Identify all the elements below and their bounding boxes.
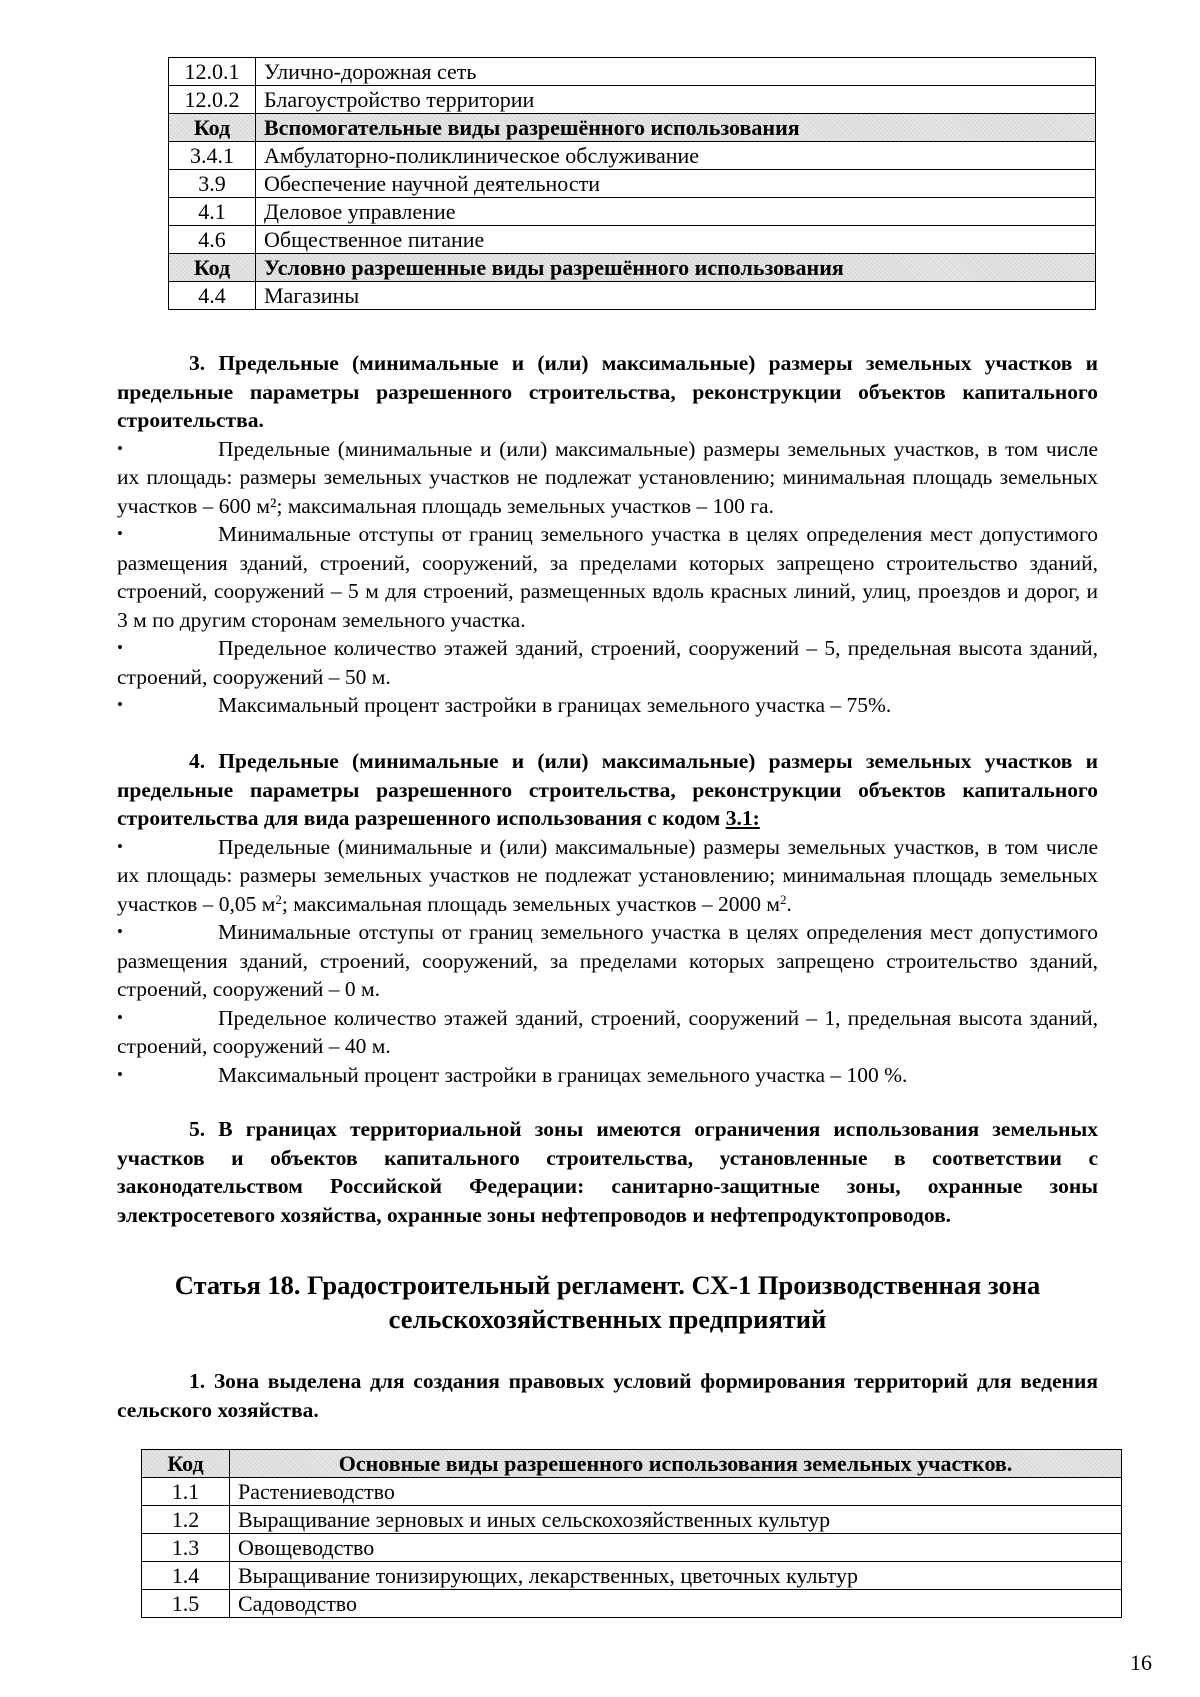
use-type-cell: Благоустройство территории bbox=[256, 86, 1096, 114]
basic-land-use-table bbox=[141, 1449, 1122, 1618]
section-header-cell: Условно разрешенные виды разрешённого использования bbox=[256, 254, 1096, 282]
section-3 bbox=[117, 349, 1098, 720]
code-cell: 3.9 bbox=[169, 170, 256, 198]
table-row bbox=[142, 1478, 1122, 1506]
use-type-cell: Растениеводство bbox=[230, 1478, 1122, 1506]
table-row bbox=[169, 58, 1096, 86]
use-type-cell: Выращивание тонизирующих, лекарственных, цветочных культур bbox=[230, 1562, 1122, 1590]
code-cell: 4.1 bbox=[169, 198, 256, 226]
list-item-text: Предельные (минимальные и (или) максимальные) размеры земельных участков, в том числе их площадь: размеры земельных участков не подлежат установлению; минимальная площадь земельных участков – 0,05 м bbox=[117, 834, 1098, 916]
code-cell: 1.5 bbox=[142, 1590, 230, 1618]
code-cell: 3.4.1 bbox=[169, 142, 256, 170]
list-item-text: Минимальные отступы от границ земельного участка в целях определения мест допустимого размещения зданий, строений, сооружений, за пределами которых запрещено строительство зданий, строений, сооружений – 5 м для строений, размещенных вдоль красных линий, улиц, проездов и дорог, и 3 м по другим сторонам земельного участка. bbox=[117, 522, 1098, 632]
list-item bbox=[117, 520, 1098, 634]
list-item-text: Минимальные отступы от границ земельного участка в целях определения мест допустимого размещения зданий, строений, сооружений, за пределами которых запрещено строительство зданий, строений, сооружений – 0 м. bbox=[117, 920, 1098, 1001]
list-item-text: Максимальный процент застройки в границах земельного участка – 75%. bbox=[218, 693, 892, 717]
list-item bbox=[117, 634, 1098, 691]
bullet-icon: • bbox=[117, 836, 123, 856]
zone-code-link: 3.1: bbox=[725, 806, 760, 830]
article-title-line: сельскохозяйственных предприятий bbox=[388, 1304, 827, 1334]
table-row bbox=[142, 1590, 1122, 1618]
code-cell: 12.0.1 bbox=[169, 58, 256, 86]
zone-purpose-text: 1. Зона выделена для создания правовых условий формирования территорий для ведения сельского хозяйства. bbox=[117, 1369, 1098, 1422]
bullet-icon: • bbox=[117, 695, 123, 714]
section-4-heading bbox=[117, 747, 1098, 833]
list-item bbox=[117, 918, 1098, 1004]
use-type-cell: Овощеводство bbox=[230, 1534, 1122, 1562]
table-row bbox=[142, 1562, 1122, 1590]
bullet-icon: • bbox=[117, 1064, 123, 1084]
code-cell: 4.4 bbox=[169, 282, 256, 310]
list-item-text: Максимальный процент застройки в границах земельного участка – 100 %. bbox=[218, 1062, 908, 1087]
list-item bbox=[117, 833, 1098, 919]
table-row bbox=[142, 1534, 1122, 1562]
table-header-row bbox=[142, 1450, 1122, 1478]
list-item bbox=[117, 1004, 1098, 1061]
article-title-line: Статья 18. Градостроительный регламент. СХ-1 Производственная зона bbox=[174, 1270, 1041, 1300]
code-header-cell: Код bbox=[169, 254, 256, 282]
use-type-cell: Улично-дорожная сеть bbox=[256, 58, 1096, 86]
use-type-cell: Обеспечение научной деятельности bbox=[256, 170, 1096, 198]
list-item-text: Предельное количество этажей зданий, строений, сооружений – 5, предельная высота зданий, строений, сооружений – 50 м. bbox=[117, 636, 1098, 689]
superscript: 2 bbox=[275, 891, 282, 907]
section-4 bbox=[117, 747, 1098, 1089]
bullet-icon: • bbox=[117, 1007, 123, 1027]
use-type-cell: Выращивание зерновых и иных сельскохозяйственных культур bbox=[230, 1506, 1122, 1534]
section-header-cell: Вспомогательные виды разрешённого использования bbox=[256, 114, 1096, 142]
list-item bbox=[117, 1061, 1098, 1090]
code-cell: 1.4 bbox=[142, 1562, 230, 1590]
table-row bbox=[169, 86, 1096, 114]
page-number: 16 bbox=[1130, 1650, 1152, 1675]
use-type-cell: Магазины bbox=[256, 282, 1096, 310]
list-item bbox=[117, 691, 1098, 720]
table-row bbox=[169, 170, 1096, 198]
table-header-row bbox=[169, 254, 1096, 282]
section-header-cell: Основные виды разрешенного использования земельных участков. bbox=[230, 1450, 1122, 1478]
use-type-cell: Деловое управление bbox=[256, 198, 1096, 226]
bullet-icon: • bbox=[117, 438, 123, 458]
list-item-text: . bbox=[786, 891, 792, 916]
list-item-text: ; максимальная площадь земельных участков – 2000 м bbox=[281, 891, 781, 916]
use-type-cell: Общественное питание bbox=[256, 226, 1096, 254]
use-type-cell: Садоводство bbox=[230, 1590, 1122, 1618]
article-title bbox=[117, 1268, 1098, 1336]
code-header-cell: Код bbox=[142, 1450, 230, 1478]
table-row bbox=[142, 1506, 1122, 1534]
code-cell: 12.0.2 bbox=[169, 86, 256, 114]
section-4-heading-text: 4. Предельные (минимальные и (или) максимальные) размеры земельных участков и предельные параметры разрешенного строительства, реконструкции объектов капитального строительства для вида разрешенного использования с кодом bbox=[117, 749, 1098, 830]
bullet-icon: • bbox=[117, 638, 123, 657]
land-use-table-continued bbox=[168, 57, 1096, 310]
list-item-text: Предельное количество этажей зданий, строений, сооружений – 1, предельная высота зданий, строений, сооружений – 40 м. bbox=[117, 1005, 1098, 1058]
table-row bbox=[169, 198, 1096, 226]
article-paragraph bbox=[117, 1367, 1098, 1424]
table-row bbox=[169, 282, 1096, 310]
list-item bbox=[117, 435, 1098, 521]
code-cell: 1.1 bbox=[142, 1478, 230, 1506]
section-3-heading: 3. Предельные (минимальные и (или) максимальные) размеры земельных участков и предельные параметры разрешенного строительства, реконструкции объектов капитального строительства. bbox=[117, 351, 1098, 432]
use-type-cell: Амбулаторно-поликлиническое обслуживание bbox=[256, 142, 1096, 170]
section-5-text: 5. В границах территориальной зоны имеются ограничения использования земельных участков и объектов капитального строительства, установленные в соответствии с законодательством Российской Федерации: санитарно-защитные зоны, охранные зоны электросетевого хозяйства, охранные зоны нефтепроводов и нефтепродуктопроводов. bbox=[117, 1117, 1098, 1227]
table-row bbox=[169, 142, 1096, 170]
section-5 bbox=[117, 1115, 1098, 1229]
table-row bbox=[169, 226, 1096, 254]
bullet-icon: • bbox=[117, 922, 123, 941]
code-cell: 4.6 bbox=[169, 226, 256, 254]
bullet-icon: • bbox=[117, 524, 123, 543]
code-cell: 1.2 bbox=[142, 1506, 230, 1534]
superscript: 2 bbox=[780, 891, 787, 907]
table-header-row bbox=[169, 114, 1096, 142]
code-cell: 1.3 bbox=[142, 1534, 230, 1562]
list-item-text: Предельные (минимальные и (или) максимальные) размеры земельных участков, в том числе их площадь: размеры земельных участков не подлежат установлению; минимальная площадь земельных участков – 600 м²; максимальная площадь земельных участков – 100 га. bbox=[117, 436, 1098, 518]
code-header-cell: Код bbox=[169, 114, 256, 142]
